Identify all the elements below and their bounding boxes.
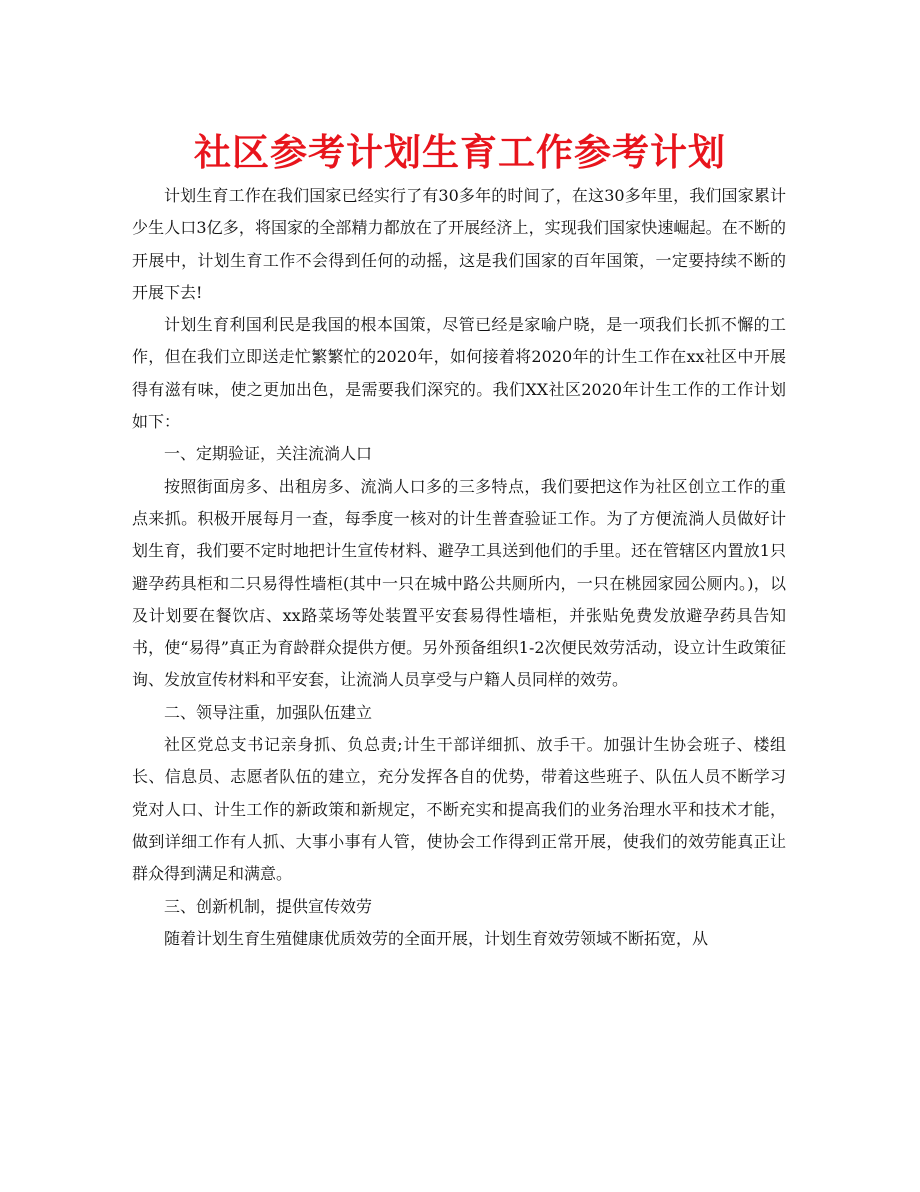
paragraph: 按照街面房多、出租房多、流淌人口多的三多特点，我们要把这作为社区创立工作的重点来抓。积极开展每月一查，每季度一核对的计生普查验证工作。为了方便流淌人员做好计划生育，我们要不定时地把计生宣传材料、避孕工具送到他们的手里。还在管辖区内置放1只避孕药具柜和二只易得性墙柜(其中一只在城中路公共厕所内，一只在桃园家园公厕内。)，以及计划要在餐饮店、xx路菜场等处装置平安套易得性墙柜，并张贴免费发放避孕药具告知书，使“易得”真正为育龄群众提供方便。另外预备组织1-2次便民效劳活动，设立计生政策征询、发放宣传材料和平安套，让流淌人员享受与户籍人员同样的效劳。 bbox=[132, 476, 786, 690]
paragraph: 随着计划生育生殖健康优质效劳的全面开展，计划生育效劳领域不断拓宽，从 bbox=[164, 928, 709, 948]
document-body bbox=[132, 180, 786, 955]
document-title: 社区参考计划生育工作参考计划 bbox=[194, 130, 726, 174]
paragraph: 计划生育利国利民是我国的根本国策，尽管已经是家喻户晓，是一项我们长抓不懈的工作，但在我们立即送走忙繁繁忙的2020年，如何接着将2020年的计生工作在xx社区中开展得有滋有味，使之更加出色，是需要我们深究的。我们XX社区2020年计生工作的工作计划如下： bbox=[132, 315, 786, 432]
section-heading: 三、创新机制，提供宣传效劳 bbox=[164, 896, 373, 916]
section-heading: 一、定期验证，关注流淌人口 bbox=[164, 444, 373, 464]
paragraph: 社区党总支书记亲身抓、负总责;计生干部详细抓、放手干。加强计生协会班子、楼组长、信息员、志愿者队伍的建立，充分发挥各自的优势，带着这些班子、队伍人员不断学习党对人口、计生工作的新政策和新规定，不断充实和提高我们的业务治理水平和技术才能，做到详细工作有人抓、大事小事有人管，使协会工作得到正常开展，使我们的效劳能真正让群众得到满足和满意。 bbox=[132, 735, 786, 884]
section-heading: 二、领导注重，加强队伍建立 bbox=[164, 702, 373, 722]
paragraph: 计划生育工作在我们国家已经实行了有30多年的时间了，在这30多年里，我们国家累计少生人口3亿多，将国家的全部精力都放在了开展经济上，实现我们国家快速崛起。在不断的开展中，计划生育工作不会得到任何的动摇，这是我们国家的百年国策，一定要持续不断的开展下去! bbox=[132, 186, 786, 302]
